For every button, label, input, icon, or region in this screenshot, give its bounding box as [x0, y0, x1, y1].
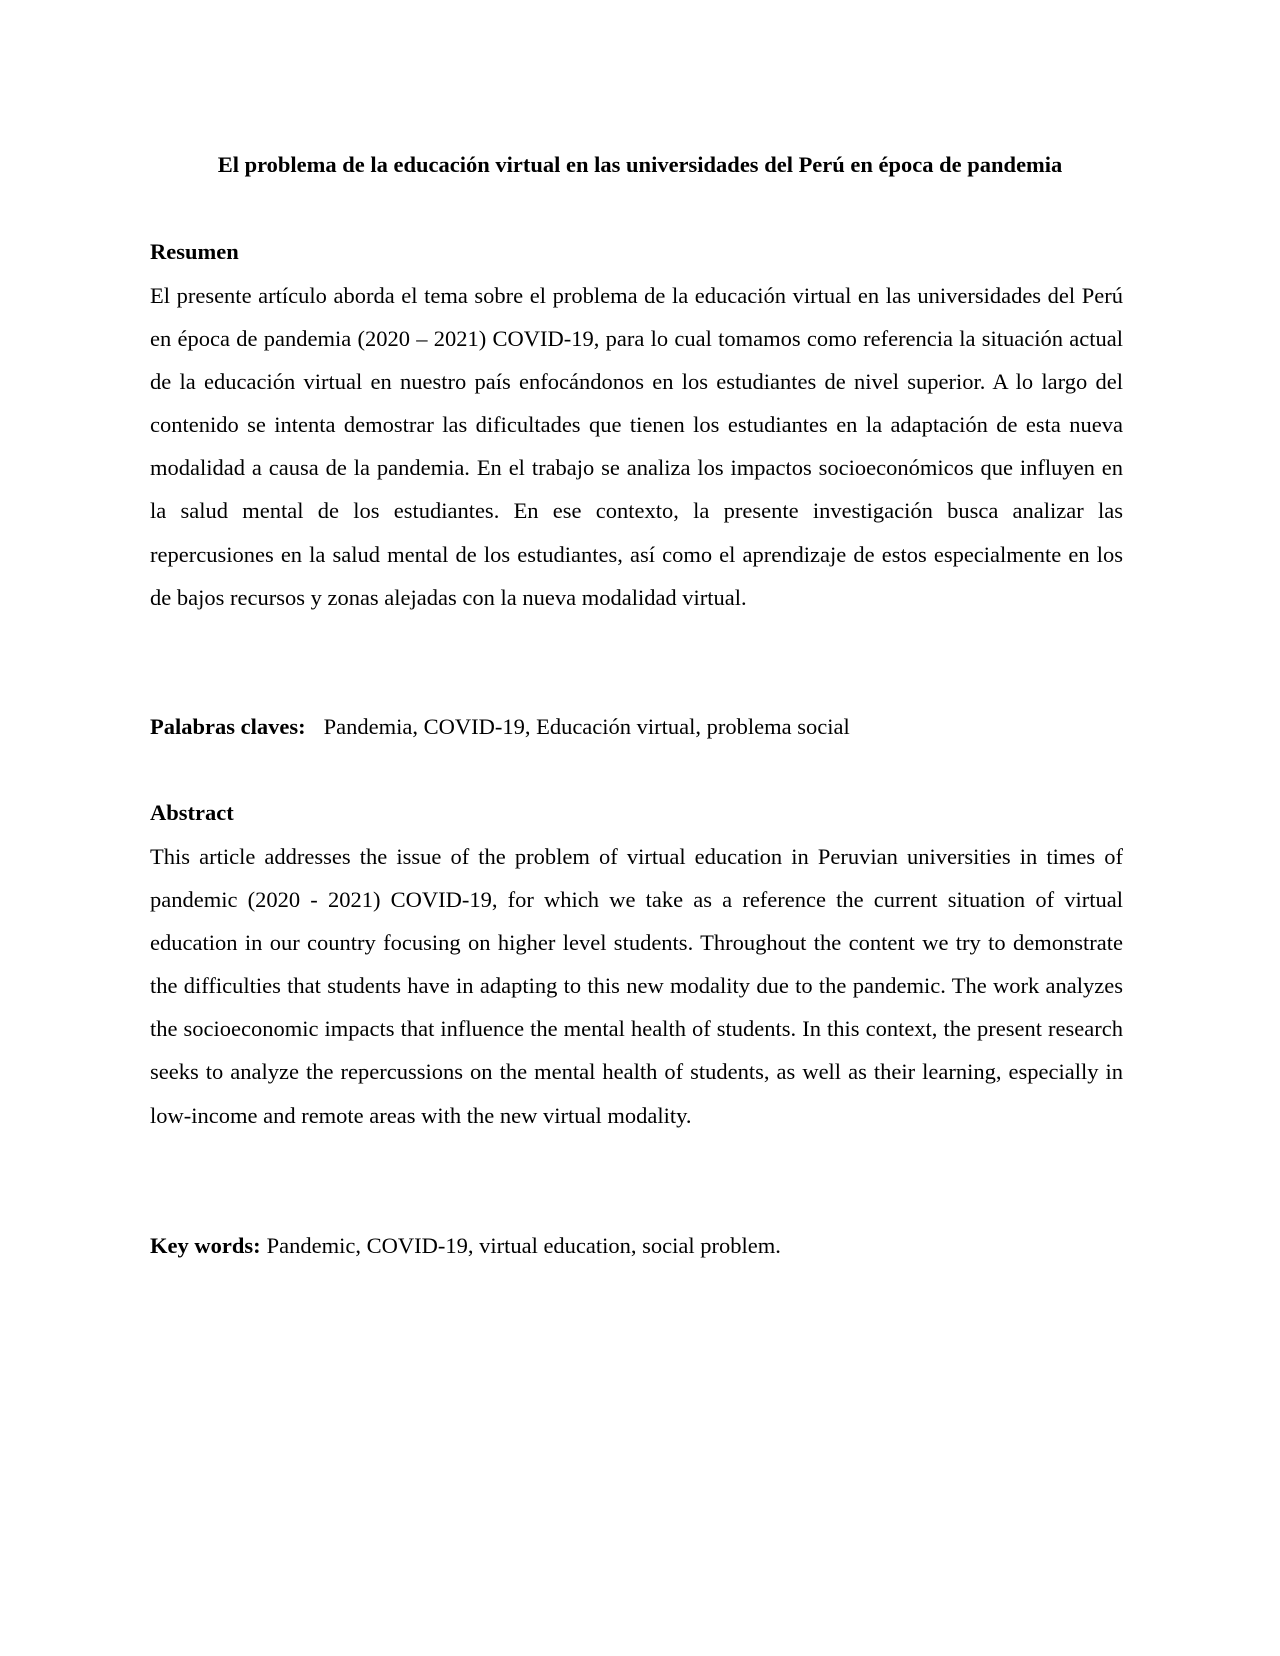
- abstract-heading: Abstract: [150, 800, 234, 825]
- key-words-label: Key words:: [150, 1233, 261, 1258]
- palabras-claves-label: Palabras claves:: [150, 714, 306, 739]
- resumen-heading: Resumen: [150, 239, 239, 264]
- document-title: El problema de la educación virtual en las universidades del Perú en época de pandemia: [217, 152, 1063, 177]
- abstract-body: This article addresses the issue of the problem of virtual education in Peruvian universities in times of pandemic (2020 - 2021) COVID-19, for which we take as a reference the current situation of virtual education in our country focusing on higher level students. Throughout the content we try to demonstrate the difficulties that students have in adapting to this new modality due to the pandemic. The work analyzes the socioeconomic impacts that influence the mental health of students. In this context, the present research seeks to analyze the repercussions on the mental health of students, as well as their learning, especially in low-income and remote areas with the new virtual modality.: [150, 844, 1123, 1128]
- palabras-claves-value: Pandemia, COVID-19, Educación virtual, problema social: [323, 714, 850, 739]
- key-words: [150, 1229, 1123, 1263]
- palabras-claves: [150, 710, 1123, 744]
- resumen-body: El presente artículo aborda el tema sobre el problema de la educación virtual en las universidades del Perú en época de pandemia (2020 – 2021) COVID-19, para lo cual tomamos como referencia la situación actual de la educación virtual en nuestro país enfocándonos en los estudiantes de nivel superior. A lo largo del contenido se intenta demostrar las dificultades que tienen los estudiantes en la adaptación de esta nueva modalidad a causa de la pandemia. En el trabajo se analiza los impactos socioeconómicos que influyen en la salud mental de los estudiantes. En ese contexto, la presente investigación busca analizar las repercusiones en la salud mental de los estudiantes, así como el aprendizaje de estos especialmente en los de bajos recursos y zonas alejadas con la nueva modalidad virtual.: [150, 283, 1123, 610]
- key-words-value: Pandemic, COVID-19, virtual education, social problem.: [266, 1233, 781, 1258]
